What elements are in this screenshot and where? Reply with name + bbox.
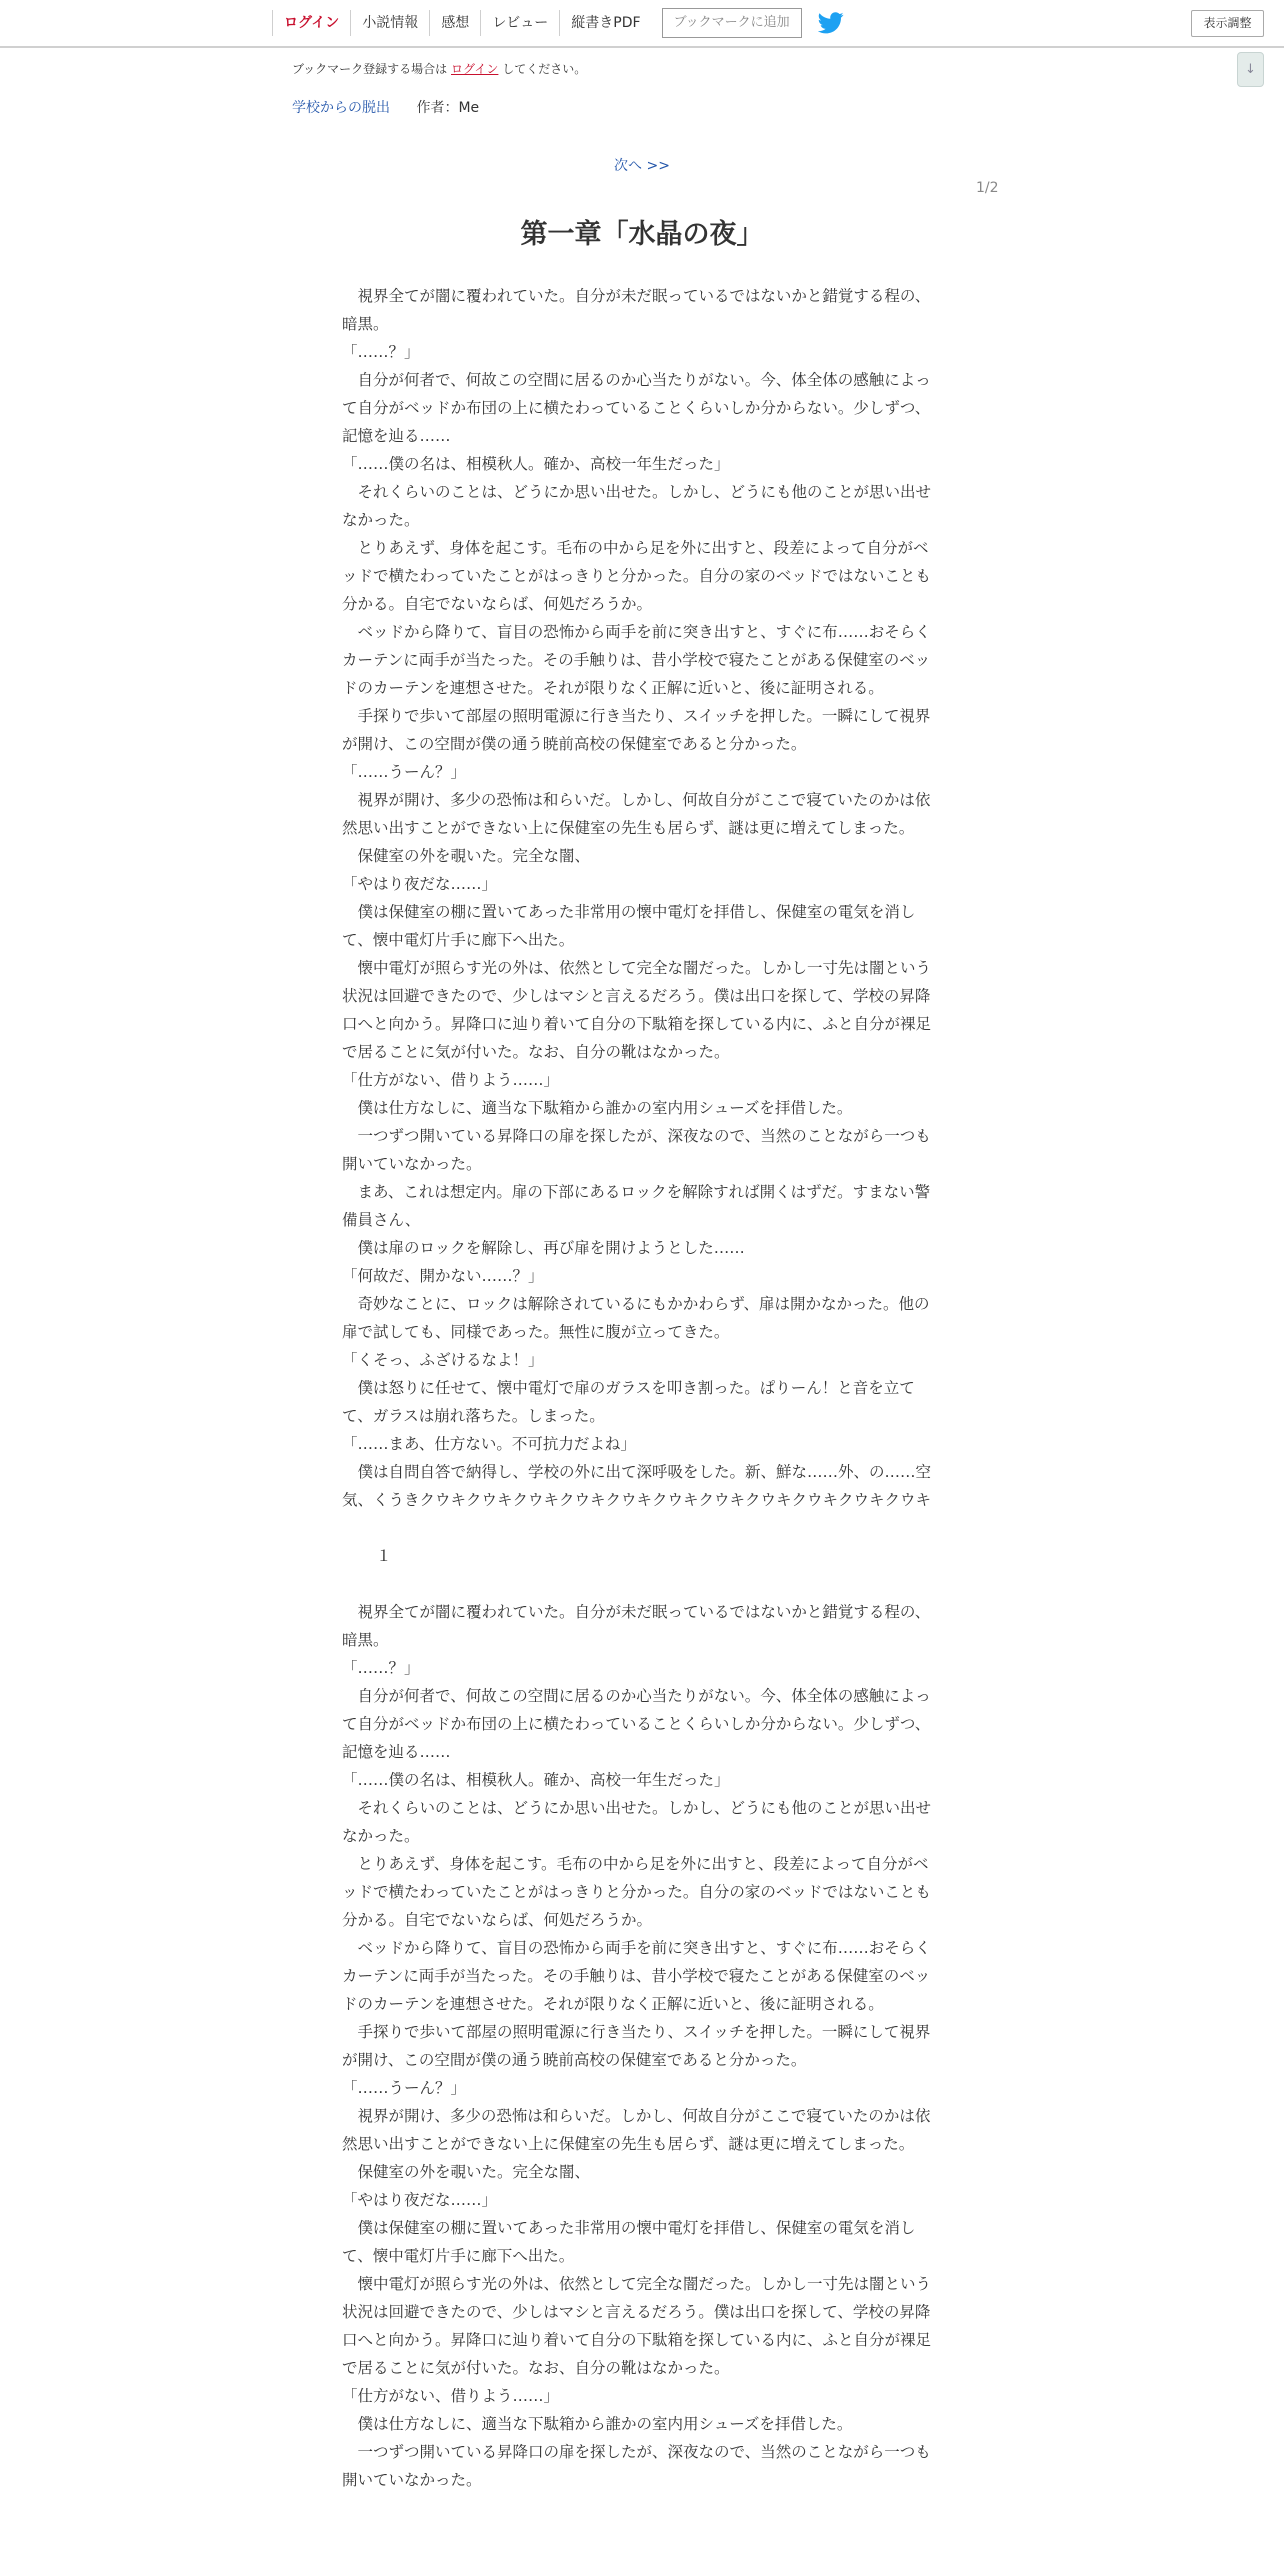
nav-vertical-pdf[interactable]: 縦書きPDF: [559, 10, 651, 36]
paragraph: 自分が何者で、何故この空間に居るのか心当たりがない。今、体全体の感触によって自分がベッドか布団の上に横たわっていることくらいしか分からない。少しずつ、記憶を辿る……: [342, 1687, 931, 1761]
nav-novel-info[interactable]: 小説情報: [350, 10, 429, 36]
next-page-link[interactable]: 次へ >>: [614, 158, 670, 174]
paragraph: とりあえず、身体を起こす。毛布の中から足を外に出すと、段差によって自分がベッドで横たわっていたことがはっきりと分かった。自分の家のベッドではないことも分かる。自宅でないならば、何処だろうか。: [342, 539, 931, 613]
twitter-bird-icon[interactable]: [818, 12, 844, 34]
section-number: １: [376, 1547, 392, 1565]
paragraph: 一つずつ開いている昇降口の扉を探したが、深夜なので、当然のことながら一つも開いていなかった。: [342, 1127, 931, 1173]
scroll-down-button[interactable]: ↓: [1237, 52, 1264, 87]
display-settings-button[interactable]: 表示調整: [1191, 10, 1264, 37]
paragraph: 「……？」: [342, 1659, 420, 1677]
paragraph: 手探りで歩いて部屋の照明電源に行き当たり、スイッチを押した。一瞬にして視界が開け、この空間が僕の通う暁前高校の保健室であると分かった。: [342, 2023, 931, 2069]
notice-text-before: ブックマーク登録する場合は: [292, 62, 448, 76]
paragraph: 「くそっ、ふざけるなよ！」: [342, 1351, 544, 1369]
bookmark-login-notice: [292, 60, 586, 77]
page-counter: 1/2: [976, 180, 999, 196]
paragraph: とりあえず、身体を起こす。毛布の中から足を外に出すと、段差によって自分がベッドで横たわっていたことがはっきりと分かった。自分の家のベッドではないことも分かる。自宅でないならば、何処だろうか。: [342, 1855, 931, 1929]
paragraph: 「仕方がない、借りよう……」: [342, 1071, 560, 1089]
paragraph: 一つずつ開いている昇降口の扉を探したが、深夜なので、当然のことながら一つも開いていなかった。: [342, 2443, 931, 2489]
top-navigation-bar: [0, 0, 1284, 48]
header-nav: [272, 0, 844, 46]
paragraph: 視界が開け、多少の恐怖は和らいだ。しかし、何故自分がここで寝ていたのかは依然思い出すことができない上に保健室の先生も居らず、謎は更に増えてしまった。: [342, 2107, 931, 2153]
paragraph: 「……まあ、仕方ない。不可抗力だよね」: [342, 1435, 636, 1453]
novel-body-text: [342, 282, 942, 2494]
paragraph: 「……？」: [342, 343, 420, 361]
work-title-link[interactable]: 学校からの脱出: [292, 100, 390, 116]
paragraph: 僕は自問自答で納得し、学校の外に出て深呼吸をした。新、鮮な……外、の……空気、くうきクウキクウキクウキクウキクウキクウキクウキクウキクウキクウキクウキ: [342, 1463, 932, 1509]
paragraph: 「やはり夜だな……」: [342, 2191, 498, 2209]
paragraph: 視界全てが闇に覆われていた。自分が未だ眠っているではないかと錯覚する程の、暗黒。: [342, 1603, 931, 1649]
author-name: 作者：Me: [416, 100, 480, 116]
paragraph: ベッドから降りて、盲目の恐怖から両手を前に突き出すと、すぐに布……おそらくカーテンに両手が当たった。その手触りは、昔小学校で寝たことがある保健室のベッドのカーテンを連想させた。それが限りなく正解に近いと、後に証明される。: [342, 1939, 931, 2013]
paragraph: 視界全てが闇に覆われていた。自分が未だ眠っているではないかと錯覚する程の、暗黒。: [342, 287, 931, 333]
paragraph: 「何故だ、開かない……？」: [342, 1267, 544, 1285]
paragraph: 「……僕の名は、相模秋人。確か、高校一年生だった」: [342, 455, 730, 473]
paragraph: 手探りで歩いて部屋の照明電源に行き当たり、スイッチを押した。一瞬にして視界が開け、この空間が僕の通う暁前高校の保健室であると分かった。: [342, 707, 931, 753]
nav-login[interactable]: ログイン: [272, 10, 350, 36]
paragraph: 僕は扉のロックを解除し、再び扉を開けようとした……: [342, 1239, 745, 1257]
paragraph: それくらいのことは、どうにか思い出せた。しかし、どうにも他のことが思い出せなかった。: [342, 1799, 932, 1845]
paragraph: 僕は仕方なしに、適当な下駄箱から誰かの室内用シューズを拝借した。: [342, 1099, 853, 1117]
paragraph: 自分が何者で、何故この空間に居るのか心当たりがない。今、体全体の感触によって自分がベッドか布団の上に横たわっていることくらいしか分からない。少しずつ、記憶を辿る……: [342, 371, 931, 445]
add-bookmark-button[interactable]: ブックマークに追加: [662, 8, 802, 38]
paragraph: 僕は保健室の棚に置いてあった非常用の懐中電灯を拝借し、保健室の電気を消して、懐中電灯片手に廊下へ出た。: [342, 2219, 916, 2265]
paragraph: 「……うーん？」: [342, 763, 467, 781]
paragraph: 奇妙なことに、ロックは解除されているにもかかわらず、扉は開かなかった。他の扉で試しても、同様であった。無性に腹が立ってきた。: [342, 1295, 930, 1341]
paragraph: 保健室の外を覗いた。完全な闇、: [342, 847, 591, 865]
paragraph: 「やはり夜だな……」: [342, 875, 498, 893]
section-spacer: [342, 1514, 942, 1542]
paragraph: 僕は保健室の棚に置いてあった非常用の懐中電灯を拝借し、保健室の電気を消して、懐中電灯片手に廊下へ出た。: [342, 903, 916, 949]
paragraph: 「……僕の名は、相模秋人。確か、高校一年生だった」: [342, 1771, 730, 1789]
work-info: [292, 97, 479, 117]
nav-impressions[interactable]: 感想: [429, 10, 480, 36]
paragraph: 懐中電灯が照らす光の外は、依然として完全な闇だった。しかし一寸先は闇という状況は回避できたので、少しはマシと言えるだろう。僕は出口を探して、学校の昇降口へと向かう。昇降口に辿り着いて自分の下駄箱を探している内に、ふと自分が裸足で居ることに気が付いた。なお、自分の靴はなかった。: [342, 959, 932, 1061]
nav-review[interactable]: レビュー: [480, 10, 559, 36]
paragraph: 「仕方がない、借りよう……」: [342, 2387, 560, 2405]
paragraph: 僕は仕方なしに、適当な下駄箱から誰かの室内用シューズを拝借した。: [342, 2415, 853, 2433]
notice-login-link[interactable]: ログイン: [451, 62, 499, 76]
paragraph: 懐中電灯が照らす光の外は、依然として完全な闇だった。しかし一寸先は闇という状況は回避できたので、少しはマシと言えるだろう。僕は出口を探して、学校の昇降口へと向かう。昇降口に辿り着いて自分の下駄箱を探している内に、ふと自分が裸足で居ることに気が付いた。なお、自分の靴はなかった。: [342, 2275, 932, 2377]
paragraph: ベッドから降りて、盲目の恐怖から両手を前に突き出すと、すぐに布……おそらくカーテンに両手が当たった。その手触りは、昔小学校で寝たことがある保健室のベッドのカーテンを連想させた。それが限りなく正解に近いと、後に証明される。: [342, 623, 931, 697]
chapter-title: 第一章「水晶の夜」: [520, 219, 764, 250]
paragraph: まあ、これは想定内。扉の下部にあるロックを解除すれば開くはずだ。すまない警備員さん、: [342, 1183, 931, 1229]
paragraph: 視界が開け、多少の恐怖は和らいだ。しかし、何故自分がここで寝ていたのかは依然思い出すことができない上に保健室の先生も居らず、謎は更に増えてしまった。: [342, 791, 931, 837]
paragraph: 「……うーん？」: [342, 2079, 467, 2097]
paragraph: それくらいのことは、どうにか思い出せた。しかし、どうにも他のことが思い出せなかった。: [342, 483, 932, 529]
notice-text-after: してください。: [502, 62, 587, 76]
paragraph: 保健室の外を覗いた。完全な闇、: [342, 2163, 591, 2181]
paragraph: 僕は怒りに任せて、懐中電灯で扉のガラスを叩き割った。ぱりーん！と音を立てて、ガラスは崩れ落ちた。しまった。: [342, 1379, 915, 1425]
